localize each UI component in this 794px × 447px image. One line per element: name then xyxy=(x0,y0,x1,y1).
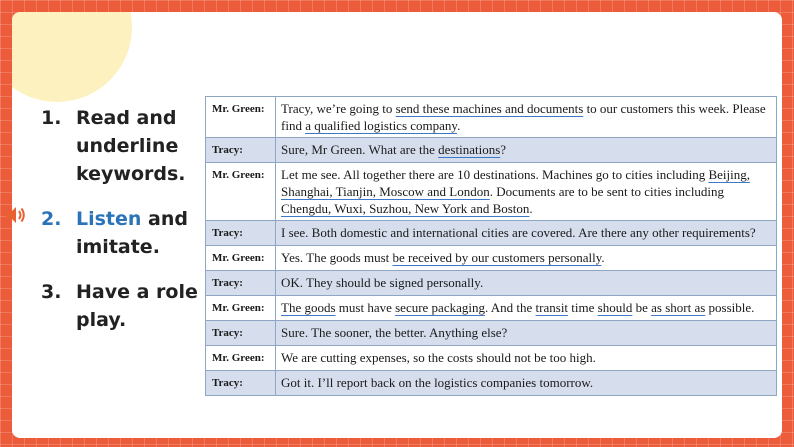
dialogue-line xyxy=(276,138,777,163)
line-text: be xyxy=(632,300,652,315)
task-highlight: Listen xyxy=(76,208,142,230)
line-text: ? xyxy=(500,142,507,157)
task-number: 1. xyxy=(41,107,62,129)
dialogue-line xyxy=(276,296,777,321)
speaker-name: Mr. Green: xyxy=(206,246,276,271)
speaker-name: Mr. Green: xyxy=(206,163,276,221)
line-text: I see. Both domestic and international cities are covered. Are there any other requirements? xyxy=(281,225,756,240)
speaker-name: Tracy: xyxy=(206,138,276,163)
underlined-keyword: secure packaging xyxy=(395,300,485,315)
task-item-read xyxy=(41,104,211,188)
line-text: Got it. I’ll report back on the logistics companies tomorrow. xyxy=(281,375,594,390)
dialogue-row xyxy=(206,97,777,138)
dialogue-table xyxy=(205,96,777,396)
speaker-name: Tracy: xyxy=(206,221,276,246)
underlined-keyword: destinations xyxy=(438,142,501,157)
dialogue-line xyxy=(276,246,777,271)
line-text: OK. They should be signed personally. xyxy=(281,275,484,290)
line-text: Tracy, we’re going to xyxy=(281,101,396,116)
dialogue-row xyxy=(206,371,777,396)
underlined-keyword: Chengdu, Wuxi, Suzhou, New York and Boston xyxy=(281,201,530,216)
dialogue-line xyxy=(276,97,777,138)
speaker-name: Mr. Green: xyxy=(206,346,276,371)
speaker-name: Tracy: xyxy=(206,321,276,346)
line-text: . xyxy=(457,118,461,133)
dialogue-row xyxy=(206,321,777,346)
dialogue-line xyxy=(276,321,777,346)
task-item-role-play xyxy=(41,278,211,334)
line-text: time xyxy=(568,300,598,315)
dialogue-row xyxy=(206,271,777,296)
task-item-listen xyxy=(41,205,211,261)
speaker-icon[interactable] xyxy=(4,206,26,224)
task-text: Have a role play. xyxy=(76,281,198,331)
dialogue-line xyxy=(276,371,777,396)
slide xyxy=(12,12,782,438)
line-text: to our customers this week. Please find xyxy=(281,101,766,133)
dialogue-line xyxy=(276,163,777,221)
underlined-keyword: be received by our customers personally xyxy=(392,250,602,265)
line-text: We are cutting expenses, so the costs should not be too high. xyxy=(281,350,596,365)
line-text: . And the xyxy=(484,300,536,315)
task-text: Read and underline keywords. xyxy=(76,107,186,185)
line-text: . xyxy=(601,250,605,265)
decorative-circle xyxy=(12,12,132,102)
speaker-name: Tracy: xyxy=(206,371,276,396)
line-text: must have xyxy=(335,300,396,315)
dialogue-row xyxy=(206,296,777,321)
speaker-name: Mr. Green: xyxy=(206,296,276,321)
line-text: Yes. The goods must xyxy=(281,250,393,265)
task-text: and imitate. xyxy=(76,208,189,258)
task-list xyxy=(41,104,211,351)
underlined-keyword: Beijing, Shanghai, Tianjin, Moscow and London xyxy=(281,167,750,199)
line-text: possible. xyxy=(705,300,755,315)
dialogue-row xyxy=(206,138,777,163)
dialogue-row xyxy=(206,163,777,221)
dialogue-row xyxy=(206,221,777,246)
dialogue-row xyxy=(206,246,777,271)
task-number: 2. xyxy=(41,208,62,230)
speaker-name: Mr. Green: xyxy=(206,97,276,138)
dialogue-line xyxy=(276,271,777,296)
underlined-keyword: a qualified logistics company xyxy=(305,118,458,133)
line-text: Sure, Mr Green. What are the xyxy=(281,142,439,157)
underlined-keyword: The goods xyxy=(281,300,336,315)
dialogue-line xyxy=(276,346,777,371)
line-text: Let me see. All together there are 10 destinations. Machines go to cities including xyxy=(281,167,709,182)
line-text: . Documents are to be sent to cities including xyxy=(489,184,725,199)
underlined-keyword: should xyxy=(597,300,633,315)
dialogue-line xyxy=(276,221,777,246)
line-text: Sure. The sooner, the better. Anything else? xyxy=(281,325,508,340)
speaker-name: Tracy: xyxy=(206,271,276,296)
underlined-keyword: transit xyxy=(535,300,569,315)
underlined-keyword: send these machines and documents xyxy=(395,101,584,116)
underlined-keyword: as short as xyxy=(651,300,706,315)
dialogue-row xyxy=(206,346,777,371)
task-number: 3. xyxy=(41,281,62,303)
line-text: . xyxy=(529,201,533,216)
